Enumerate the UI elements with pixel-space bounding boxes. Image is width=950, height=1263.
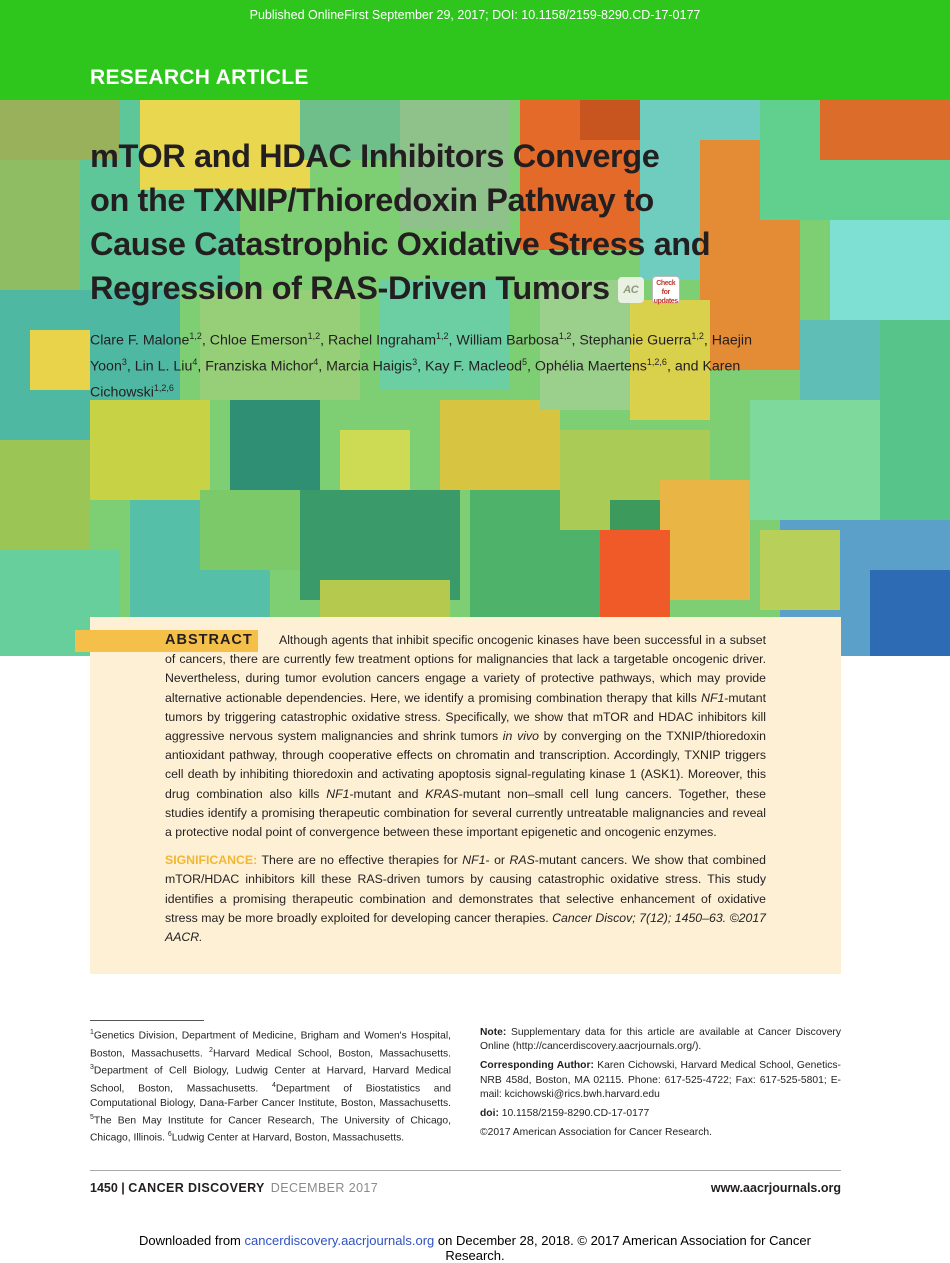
author-affiliation-number: 1,2 — [691, 331, 704, 341]
doi-label: doi: — [480, 1108, 499, 1120]
abstract-text: -mutant and — [349, 786, 426, 801]
check-for-updates-icon[interactable]: Check for updates — [652, 276, 680, 304]
abstract-label: ABSTRACT — [165, 632, 253, 648]
gene-name: KRAS — [425, 786, 459, 801]
author-list: Clare F. Malone$^{1,2}$, Chloe Emerson$^{1,2}$, Rachel Ingraham$^{1,2}$, William Barbosa$^{1,2}$, Stephanie Guerra$^{1,2}$, Haejin Yoon$^3$, Lin L. Liu$^4$, Franziska Michor$^4$, Marcia Haigis$^3$, Kay F. Macleod$^5$, Ophélia Maertens$^{1,2,6}$, and Karen Cichowski$^{1,2,6}$ — [90, 331, 752, 402]
footer-rule — [90, 1170, 841, 1171]
corresponding-text: Karen Cichowski, Harvard Medical School, Genetics-NRB 458d, Boston, MA 02115. Phone: 617-525-4722; Fax: 617-525-5801; E-mail: kcichowski@rics.bwh.harvard.edu — [480, 1060, 841, 1100]
author-name: Rachel Ingraham — [327, 332, 437, 349]
author-affiliation-number: 3 — [121, 357, 127, 368]
article-notes — [480, 1026, 841, 1145]
affiliation-text: Department of Cell Biology, Ludwig Center at Harvard, Harvard Medical School, Boston, Massachusetts. — [90, 1065, 451, 1095]
folio-separator: | — [121, 1181, 125, 1195]
title-line-1: mTOR and HDAC Inhibitors Converge — [90, 138, 660, 174]
author-name: Haejin Yoon — [90, 332, 752, 375]
affiliation-number: 4 — [271, 1081, 276, 1089]
copyright-line: ©2017 American Association for Cancer Research. — [480, 1127, 712, 1139]
author-affiliation-number: 1,2,6 — [153, 383, 174, 394]
note-text: Supplementary data for this article are available at Cancer Discovery Online (http://cancerdiscovery.aacrjournals.org/). — [480, 1027, 841, 1053]
section-label: RESEARCH ARTICLE — [90, 66, 309, 89]
author-affiliation-number: 1,2 — [436, 331, 449, 341]
affiliation-text: Department of Biostatistics and Computational Biology, Dana-Farber Cancer Institute, Boston, Massachusetts. — [90, 1083, 451, 1109]
abstract-text: Although agents that inhibit specific oncogenic kinases have been successful in a subset of cancers, there are currently few treatment options for malignancies that lack a targetable oncogenic driver. Nevertheless, during tumor evolution cancers engage a variety of protective pathways, which may provide alternative actionable dependencies. Here, we identify a promising combination therapy that kills — [165, 633, 766, 705]
author-choice-icon[interactable]: AC — [618, 277, 644, 303]
download-suffix: on December 28, 2018. © 2017 American Association for Cancer Research. — [434, 1233, 811, 1263]
author-affiliation-number: 4 — [313, 357, 319, 368]
gene-name: NF1 — [462, 853, 486, 868]
gene-name: NF1 — [701, 690, 725, 705]
significance-text: -mutant cancers. We show that combined mTOR/HDAC inhibitors kill these RAS-driven tumors by causing catastrophic oxidative stress. This study identifies a promising therapeutic combination and demonstrates that selective enhancement of oxidative stress may be more broadly exploited for developing cancer therapies. — [165, 853, 766, 925]
author-name: Kay F. Macleod — [425, 358, 523, 375]
affiliation-number: 1 — [90, 1029, 94, 1036]
page-number: 1450 — [90, 1181, 118, 1195]
affiliation-text: Genetics Division, Department of Medicine, Brigham and Women's Hospital, Boston, Massachusetts. — [90, 1030, 451, 1060]
corresponding-label: Corresponding Author: — [480, 1060, 594, 1072]
corresponding-author — [480, 1059, 841, 1102]
significance-text: - or — [485, 853, 510, 868]
author-name: Clare F. Malone — [90, 332, 190, 349]
abstract-paragraph — [165, 631, 766, 842]
significance-label: SIGNIFICANCE: — [165, 853, 258, 868]
significance-paragraph — [165, 851, 766, 947]
doi-line — [480, 1107, 841, 1121]
download-link[interactable]: cancerdiscovery.aacrjournals.org — [244, 1233, 435, 1248]
author-affiliation-number: 1,2,6 — [646, 357, 667, 368]
affiliation-number: 3 — [90, 1064, 94, 1072]
author-name: Marcia Haigis — [326, 358, 413, 375]
footnote-rule — [90, 1020, 204, 1021]
author-name: Stephanie Guerra — [579, 332, 692, 349]
page-folio — [90, 1181, 378, 1195]
supplementary-note — [480, 1026, 841, 1054]
affiliation-number: 6 — [167, 1131, 172, 1139]
gene-name: RAS — [509, 853, 535, 868]
journal-name: CANCER DISCOVERY — [128, 1181, 265, 1195]
author-name: William Barbosa — [456, 332, 559, 349]
abstract-body — [165, 631, 766, 947]
italic-term: in vivo — [502, 729, 539, 744]
affiliations — [90, 1026, 451, 1146]
gene-name: NF1 — [326, 786, 350, 801]
abstract-text: -mutant tumors by triggering catastrophic oxidative stress. Specifically, we show that mTOR and HDAC inhibitors kill aggressive nervous system malignancies and shrink tumors — [165, 690, 766, 744]
author-affiliation-number: 1,2 — [558, 331, 572, 341]
significance-text: There are no effective therapies for — [257, 853, 463, 868]
affiliation-text: The Ben May Institute for Cancer Research, The University of Chicago, Chicago, Illinois. — [90, 1115, 451, 1144]
author-affiliation-number: 4 — [192, 357, 198, 368]
author-affiliation-number: 3 — [412, 357, 418, 368]
title-line-3: Cause Catastrophic Oxidative Stress and — [90, 226, 711, 262]
title-line-4 — [90, 266, 790, 310]
author-affiliation-number: 5 — [522, 357, 528, 368]
author-name: Karen Cichowski — [90, 358, 741, 402]
affiliation-text: Ludwig Center at Harvard, Boston, Massachusetts. — [171, 1132, 405, 1144]
abstract-text: by converging on the TXNIP/thioredoxin antioxidant pathway, through cooperative effects on chromatin and transcription. Accordingly, TXNIP triggers cell death by inhibiting thioredoxin and activating apoptosis signal-regulating kinase 1 (ASK1). Moreover, this drug combination also kills — [165, 729, 766, 801]
title-line-2: on the TXNIP/Thioredoxin Pathway to — [90, 182, 654, 218]
download-prefix: Downloaded from — [139, 1233, 245, 1248]
author-affiliation-number: 1,2 — [307, 331, 321, 341]
issue-date: DECEMBER 2017 — [270, 1181, 379, 1195]
abstract-text: -mutant non–small cell lung cancers. Together, these studies identify a promising therapeutic combination for several currently untreatable malignancies and reveal a protective nodal point of convergence between these important epigenetic and oncogenic enzymes. — [165, 786, 766, 840]
author-affiliation-number: 1,2 — [189, 331, 202, 341]
affiliation-text: Harvard Medical School, Boston, Massachusetts. — [212, 1048, 451, 1060]
download-notice — [120, 1233, 830, 1263]
citation: Cancer Discov; 7(12); 1450–63. ©2017 AACR. — [165, 910, 767, 945]
published-notice: Published OnlineFirst September 29, 2017; DOI: 10.1158/2159-8290.CD-17-0177 — [249, 8, 701, 22]
doi-text[interactable]: 10.1158/2159-8290.CD-17-0177 — [498, 1108, 650, 1120]
journal-website[interactable]: www.aacrjournals.org — [710, 1181, 841, 1195]
author-name: Lin L. Liu — [134, 358, 193, 375]
author-name: Chloe Emerson — [209, 332, 308, 349]
affiliation-number: 2 — [209, 1046, 213, 1054]
affiliation-number: 5 — [90, 1113, 94, 1121]
note-label: Note: — [480, 1027, 507, 1038]
article-title — [90, 134, 790, 310]
title-line-4-text: Regression of RAS-Driven Tumors — [90, 270, 610, 306]
author-name: Ophélia Maertens — [534, 358, 647, 375]
author-name: Franziska Michor — [205, 358, 314, 375]
